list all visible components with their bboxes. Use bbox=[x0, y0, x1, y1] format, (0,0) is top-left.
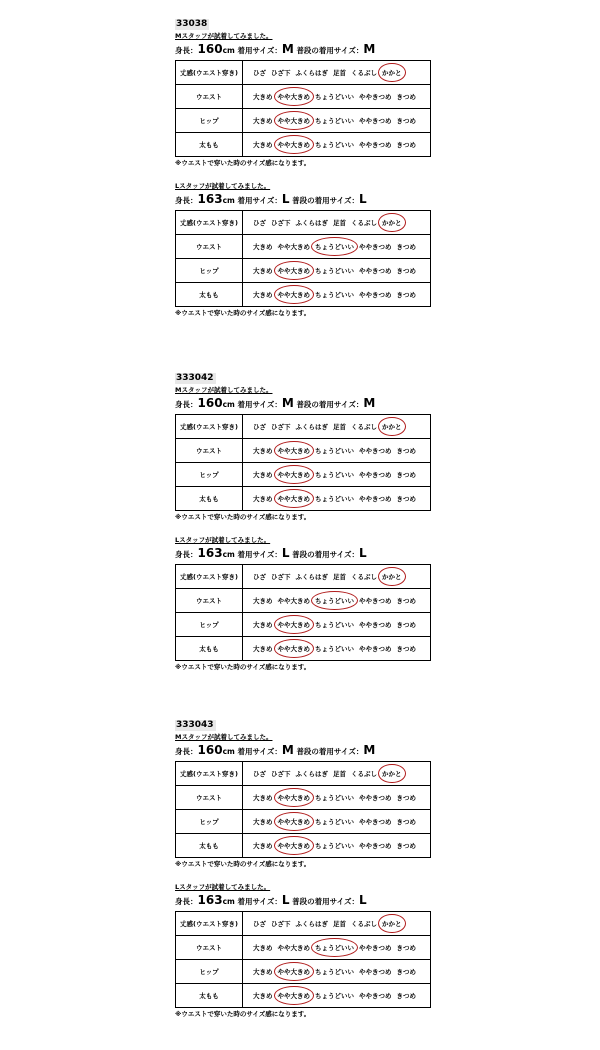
fit-option: くるぶし bbox=[351, 423, 377, 431]
fit-option: 大きめ bbox=[253, 944, 273, 952]
fit-options bbox=[243, 211, 431, 235]
fit-option: ややきつめ bbox=[359, 243, 392, 251]
fit-option: ひざ bbox=[253, 423, 266, 431]
fit-row bbox=[176, 463, 431, 487]
height-unit: cm bbox=[222, 747, 235, 756]
product-section bbox=[175, 11, 435, 318]
fit-option-selected: かかと bbox=[382, 573, 402, 581]
fit-row bbox=[176, 283, 431, 307]
fit-options bbox=[243, 235, 431, 259]
height-value: 160 bbox=[197, 42, 223, 56]
fit-option: きつめ bbox=[396, 141, 416, 149]
product-section bbox=[175, 712, 435, 1019]
usual-size-value: L bbox=[359, 546, 367, 560]
fit-option: きつめ bbox=[396, 243, 416, 251]
fit-row bbox=[176, 61, 431, 85]
fit-option-selected: かかと bbox=[382, 69, 402, 77]
fit-option: ややきつめ bbox=[359, 267, 392, 275]
fit-row bbox=[176, 415, 431, 439]
fit-option: きつめ bbox=[396, 842, 416, 850]
staff-fit-block bbox=[175, 536, 435, 672]
fit-option-selected: やや大きめ bbox=[277, 141, 310, 149]
fit-row bbox=[176, 810, 431, 834]
staff-fit-block bbox=[175, 733, 435, 869]
fit-option: くるぶし bbox=[351, 770, 377, 778]
fit-option-selected: かかと bbox=[382, 219, 402, 227]
fit-options bbox=[243, 984, 431, 1008]
fit-option: ひざ bbox=[253, 69, 266, 77]
fit-option: きつめ bbox=[396, 471, 416, 479]
fit-option: ややきつめ bbox=[359, 794, 392, 802]
fit-option: ややきつめ bbox=[359, 447, 392, 455]
fit-row bbox=[176, 589, 431, 613]
fit-option: ややきつめ bbox=[359, 495, 392, 503]
height-value: 163 bbox=[197, 893, 223, 907]
usual-size-label: 普段の着用サイズ： bbox=[296, 46, 364, 55]
height-label: 身長： bbox=[175, 196, 198, 205]
fit-option-selected: かかと bbox=[382, 770, 402, 778]
usual-size-value: M bbox=[363, 396, 376, 410]
size-summary bbox=[175, 743, 435, 759]
fit-option: くるぶし bbox=[351, 69, 377, 77]
fit-option: きつめ bbox=[396, 944, 416, 952]
fit-option: ややきつめ bbox=[359, 597, 392, 605]
fit-options bbox=[243, 61, 431, 85]
fit-option: ひざ bbox=[253, 770, 266, 778]
fit-option: ややきつめ bbox=[359, 93, 392, 101]
height-value: 163 bbox=[197, 192, 223, 206]
fit-options bbox=[243, 810, 431, 834]
fit-row-label: ヒップ bbox=[176, 613, 243, 637]
staff-heading: Lスタッフが試着してみました。 bbox=[175, 536, 271, 544]
fit-row-label: ヒップ bbox=[176, 463, 243, 487]
height-value: 163 bbox=[197, 546, 223, 560]
fit-row bbox=[176, 613, 431, 637]
height-unit: cm bbox=[222, 400, 235, 409]
usual-size-label: 普段の着用サイズ： bbox=[292, 897, 360, 906]
fit-option: ちょうどいい bbox=[315, 141, 354, 149]
fit-option: きつめ bbox=[396, 447, 416, 455]
fit-option: くるぶし bbox=[351, 219, 377, 227]
worn-size-value: M bbox=[281, 42, 294, 56]
fit-row-label: ヒップ bbox=[176, 259, 243, 283]
fit-option: ひざ下 bbox=[271, 573, 291, 581]
staff-fit-block bbox=[175, 182, 435, 318]
fit-options bbox=[243, 109, 431, 133]
fit-option: ややきつめ bbox=[359, 117, 392, 125]
fit-row-label: 丈感(ウエスト穿き) bbox=[176, 565, 243, 589]
usual-size-value: L bbox=[359, 192, 367, 206]
size-summary bbox=[175, 396, 435, 412]
fit-option-selected: やや大きめ bbox=[277, 471, 310, 479]
fit-option: ちょうどいい bbox=[315, 267, 354, 275]
fit-option: ひざ bbox=[253, 219, 266, 227]
fit-option: 大きめ bbox=[253, 495, 273, 503]
fit-note: ※ウエストで穿いた時のサイズ感になります。 bbox=[175, 1010, 311, 1018]
fit-options bbox=[243, 283, 431, 307]
staff-heading: Lスタッフが試着してみました。 bbox=[175, 883, 271, 891]
fit-option: やや大きめ bbox=[277, 597, 310, 605]
fit-table bbox=[175, 911, 431, 1008]
fit-row-label: 太もも bbox=[176, 283, 243, 307]
height-label: 身長： bbox=[175, 400, 198, 409]
fit-row-label: 太もも bbox=[176, 133, 243, 157]
fit-note: ※ウエストで穿いた時のサイズ感になります。 bbox=[175, 159, 311, 167]
fit-row-label: 太もも bbox=[176, 834, 243, 858]
fit-option: ちょうどいい bbox=[315, 794, 354, 802]
fit-option: ややきつめ bbox=[359, 141, 392, 149]
fit-option: 大きめ bbox=[253, 447, 273, 455]
fit-option: ややきつめ bbox=[359, 992, 392, 1000]
staff-fit-block bbox=[175, 883, 435, 1019]
fit-option: 大きめ bbox=[253, 818, 273, 826]
fit-option: きつめ bbox=[396, 794, 416, 802]
fit-row bbox=[176, 211, 431, 235]
fit-option-selected: やや大きめ bbox=[277, 93, 310, 101]
fit-option: きつめ bbox=[396, 621, 416, 629]
fit-option-selected: やや大きめ bbox=[277, 621, 310, 629]
fit-option-selected: かかと bbox=[382, 920, 402, 928]
fit-options bbox=[243, 565, 431, 589]
fit-row bbox=[176, 259, 431, 283]
fit-option-selected: ちょうどいい bbox=[315, 944, 354, 952]
fit-option: きつめ bbox=[396, 117, 416, 125]
fit-row-label: 丈感(ウエスト穿き) bbox=[176, 211, 243, 235]
fit-option: ちょうどいい bbox=[315, 621, 354, 629]
fit-option-selected: かかと bbox=[382, 423, 402, 431]
fit-option-selected: やや大きめ bbox=[277, 818, 310, 826]
fit-option: やや大きめ bbox=[277, 944, 310, 952]
fit-options bbox=[243, 487, 431, 511]
fit-row-label: ヒップ bbox=[176, 960, 243, 984]
fit-option: ひざ bbox=[253, 573, 266, 581]
worn-size-label: 着用サイズ： bbox=[237, 196, 282, 205]
fit-option: ひざ下 bbox=[271, 423, 291, 431]
fit-option: 足首 bbox=[333, 770, 346, 778]
fit-option: ふくらはぎ bbox=[295, 69, 328, 77]
fit-row bbox=[176, 960, 431, 984]
height-value: 160 bbox=[197, 743, 223, 757]
fit-option-selected: やや大きめ bbox=[277, 447, 310, 455]
fit-row bbox=[176, 565, 431, 589]
fit-row bbox=[176, 487, 431, 511]
worn-size-value: L bbox=[281, 192, 290, 206]
size-summary bbox=[175, 192, 435, 208]
fit-option-selected: ちょうどいい bbox=[315, 243, 354, 251]
fit-option: ふくらはぎ bbox=[295, 920, 328, 928]
fit-note: ※ウエストで穿いた時のサイズ感になります。 bbox=[175, 663, 311, 671]
height-label: 身長： bbox=[175, 747, 198, 756]
fit-row-label: 太もも bbox=[176, 487, 243, 511]
usual-size-label: 普段の着用サイズ： bbox=[292, 550, 360, 559]
fit-row-label: ウエスト bbox=[176, 786, 243, 810]
fit-option: 大きめ bbox=[253, 243, 273, 251]
fit-option: ややきつめ bbox=[359, 818, 392, 826]
fit-options bbox=[243, 85, 431, 109]
fit-option-selected: やや大きめ bbox=[277, 794, 310, 802]
fit-option-selected: やや大きめ bbox=[277, 267, 310, 275]
size-summary bbox=[175, 893, 435, 909]
fit-row bbox=[176, 834, 431, 858]
staff-heading: Mスタッフが試着してみました。 bbox=[175, 733, 273, 741]
fit-option: ややきつめ bbox=[359, 471, 392, 479]
fit-option: 大きめ bbox=[253, 471, 273, 479]
fit-option: ふくらはぎ bbox=[295, 423, 328, 431]
fit-options bbox=[243, 786, 431, 810]
usual-size-label: 普段の着用サイズ： bbox=[296, 747, 364, 756]
fit-table bbox=[175, 60, 431, 157]
fit-options bbox=[243, 936, 431, 960]
staff-fit-block bbox=[175, 386, 435, 522]
fit-option: 足首 bbox=[333, 920, 346, 928]
fit-options bbox=[243, 463, 431, 487]
fit-option: きつめ bbox=[396, 291, 416, 299]
fit-option: ひざ下 bbox=[271, 219, 291, 227]
fit-options bbox=[243, 133, 431, 157]
worn-size-label: 着用サイズ： bbox=[237, 897, 282, 906]
fit-option: ちょうどいい bbox=[315, 117, 354, 125]
fit-option: ちょうどいい bbox=[315, 471, 354, 479]
block-gap bbox=[175, 869, 435, 881]
fit-option: 大きめ bbox=[253, 291, 273, 299]
fit-note: ※ウエストで穿いた時のサイズ感になります。 bbox=[175, 309, 311, 317]
fit-row-label: 丈感(ウエスト穿き) bbox=[176, 415, 243, 439]
staff-heading: Mスタッフが試着してみました。 bbox=[175, 386, 273, 394]
fit-option-selected: やや大きめ bbox=[277, 968, 310, 976]
fit-option: 足首 bbox=[333, 69, 346, 77]
fit-row-label: 太もも bbox=[176, 637, 243, 661]
fit-options bbox=[243, 415, 431, 439]
fit-option-selected: やや大きめ bbox=[277, 992, 310, 1000]
fit-option: ややきつめ bbox=[359, 944, 392, 952]
height-label: 身長： bbox=[175, 46, 198, 55]
block-gap bbox=[175, 522, 435, 534]
fit-row-label: 丈感(ウエスト穿き) bbox=[176, 762, 243, 786]
height-unit: cm bbox=[222, 897, 235, 906]
fit-row-label: ヒップ bbox=[176, 810, 243, 834]
fit-row-label: 丈感(ウエスト穿き) bbox=[176, 912, 243, 936]
size-summary bbox=[175, 42, 435, 58]
fit-option-selected: やや大きめ bbox=[277, 495, 310, 503]
fit-option-selected: やや大きめ bbox=[277, 645, 310, 653]
fit-row-label: ヒップ bbox=[176, 109, 243, 133]
fit-option: ちょうどいい bbox=[315, 842, 354, 850]
fit-option-selected: ちょうどいい bbox=[315, 597, 354, 605]
height-unit: cm bbox=[222, 196, 235, 205]
fit-table bbox=[175, 761, 431, 858]
fit-option: ちょうどいい bbox=[315, 495, 354, 503]
fit-row bbox=[176, 439, 431, 463]
height-label: 身長： bbox=[175, 897, 198, 906]
fit-option: 大きめ bbox=[253, 992, 273, 1000]
fit-option: きつめ bbox=[396, 597, 416, 605]
fit-option: ひざ下 bbox=[271, 69, 291, 77]
fit-row bbox=[176, 762, 431, 786]
usual-size-value: M bbox=[363, 743, 376, 757]
worn-size-label: 着用サイズ： bbox=[237, 46, 282, 55]
fit-row-label: ウエスト bbox=[176, 589, 243, 613]
product-code: 333043 bbox=[176, 720, 214, 730]
fit-option: ややきつめ bbox=[359, 842, 392, 850]
fit-row bbox=[176, 235, 431, 259]
fit-row bbox=[176, 984, 431, 1008]
fit-options bbox=[243, 259, 431, 283]
fit-option: ふくらはぎ bbox=[295, 573, 328, 581]
fit-option: 大きめ bbox=[253, 842, 273, 850]
worn-size-value: M bbox=[281, 743, 294, 757]
height-label: 身長： bbox=[175, 550, 198, 559]
fit-options bbox=[243, 613, 431, 637]
fit-option: ちょうどいい bbox=[315, 291, 354, 299]
fit-row-label: 太もも bbox=[176, 984, 243, 1008]
fit-row bbox=[176, 133, 431, 157]
fit-option: やや大きめ bbox=[277, 243, 310, 251]
fit-row bbox=[176, 109, 431, 133]
fit-options bbox=[243, 912, 431, 936]
usual-size-label: 普段の着用サイズ： bbox=[296, 400, 364, 409]
fit-table bbox=[175, 414, 431, 511]
fit-option: きつめ bbox=[396, 495, 416, 503]
fit-option: 大きめ bbox=[253, 141, 273, 149]
fit-option: 大きめ bbox=[253, 794, 273, 802]
fit-options bbox=[243, 439, 431, 463]
fit-option-selected: やや大きめ bbox=[277, 117, 310, 125]
fit-option-selected: やや大きめ bbox=[277, 842, 310, 850]
product-code: 333042 bbox=[176, 373, 214, 383]
fit-row bbox=[176, 936, 431, 960]
fit-option: きつめ bbox=[396, 267, 416, 275]
fit-row-label: 丈感(ウエスト穿き) bbox=[176, 61, 243, 85]
fit-row bbox=[176, 786, 431, 810]
fit-table bbox=[175, 564, 431, 661]
fit-option: 足首 bbox=[333, 573, 346, 581]
fit-options bbox=[243, 637, 431, 661]
fit-option: ややきつめ bbox=[359, 645, 392, 653]
fit-options bbox=[243, 834, 431, 858]
fit-option: 大きめ bbox=[253, 621, 273, 629]
fit-row bbox=[176, 85, 431, 109]
usual-size-value: M bbox=[363, 42, 376, 56]
fit-option: ちょうどいい bbox=[315, 447, 354, 455]
fit-option: 大きめ bbox=[253, 645, 273, 653]
worn-size-value: L bbox=[281, 546, 290, 560]
fit-option: ひざ bbox=[253, 920, 266, 928]
height-unit: cm bbox=[222, 46, 235, 55]
fit-row-label: ウエスト bbox=[176, 235, 243, 259]
fit-note: ※ウエストで穿いた時のサイズ感になります。 bbox=[175, 513, 311, 521]
fit-option: ちょうどいい bbox=[315, 645, 354, 653]
fit-option: 大きめ bbox=[253, 597, 273, 605]
fit-option: 大きめ bbox=[253, 267, 273, 275]
staff-heading: Lスタッフが試着してみました。 bbox=[175, 182, 271, 190]
fit-row bbox=[176, 637, 431, 661]
fit-option: ふくらはぎ bbox=[295, 219, 328, 227]
fit-option: 大きめ bbox=[253, 968, 273, 976]
worn-size-value: L bbox=[281, 893, 290, 907]
worn-size-label: 着用サイズ： bbox=[237, 400, 282, 409]
fit-option: ふくらはぎ bbox=[295, 770, 328, 778]
fit-table bbox=[175, 210, 431, 307]
fit-option: ちょうどいい bbox=[315, 968, 354, 976]
fit-option: 足首 bbox=[333, 423, 346, 431]
worn-size-value: M bbox=[281, 396, 294, 410]
fit-option: 大きめ bbox=[253, 117, 273, 125]
fit-option: きつめ bbox=[396, 645, 416, 653]
fit-option: くるぶし bbox=[351, 920, 377, 928]
worn-size-label: 着用サイズ： bbox=[237, 550, 282, 559]
usual-size-value: L bbox=[359, 893, 367, 907]
fit-option: きつめ bbox=[396, 992, 416, 1000]
product-section bbox=[175, 365, 435, 672]
fit-option: ひざ下 bbox=[271, 770, 291, 778]
fit-note: ※ウエストで穿いた時のサイズ感になります。 bbox=[175, 860, 311, 868]
fit-option: ひざ下 bbox=[271, 920, 291, 928]
fit-row-label: ウエスト bbox=[176, 85, 243, 109]
fit-option: ちょうどいい bbox=[315, 93, 354, 101]
staff-fit-block bbox=[175, 32, 435, 168]
block-gap bbox=[175, 168, 435, 180]
fit-row-label: ウエスト bbox=[176, 936, 243, 960]
fit-options bbox=[243, 762, 431, 786]
fit-row bbox=[176, 912, 431, 936]
fit-options bbox=[243, 589, 431, 613]
product-code: 33038 bbox=[176, 19, 208, 29]
height-unit: cm bbox=[222, 550, 235, 559]
fit-option: ややきつめ bbox=[359, 968, 392, 976]
fit-option: 大きめ bbox=[253, 93, 273, 101]
fit-option-selected: やや大きめ bbox=[277, 291, 310, 299]
staff-heading: Mスタッフが試着してみました。 bbox=[175, 32, 273, 40]
fit-row-label: ウエスト bbox=[176, 439, 243, 463]
fit-option: ややきつめ bbox=[359, 291, 392, 299]
fit-option: 足首 bbox=[333, 219, 346, 227]
fit-option: きつめ bbox=[396, 818, 416, 826]
fit-option: ちょうどいい bbox=[315, 818, 354, 826]
size-summary bbox=[175, 546, 435, 562]
fit-option: ややきつめ bbox=[359, 621, 392, 629]
usual-size-label: 普段の着用サイズ： bbox=[292, 196, 360, 205]
fit-option: くるぶし bbox=[351, 573, 377, 581]
fit-option: ちょうどいい bbox=[315, 992, 354, 1000]
fit-option: きつめ bbox=[396, 93, 416, 101]
height-value: 160 bbox=[197, 396, 223, 410]
worn-size-label: 着用サイズ： bbox=[237, 747, 282, 756]
fit-options bbox=[243, 960, 431, 984]
fit-option: きつめ bbox=[396, 968, 416, 976]
